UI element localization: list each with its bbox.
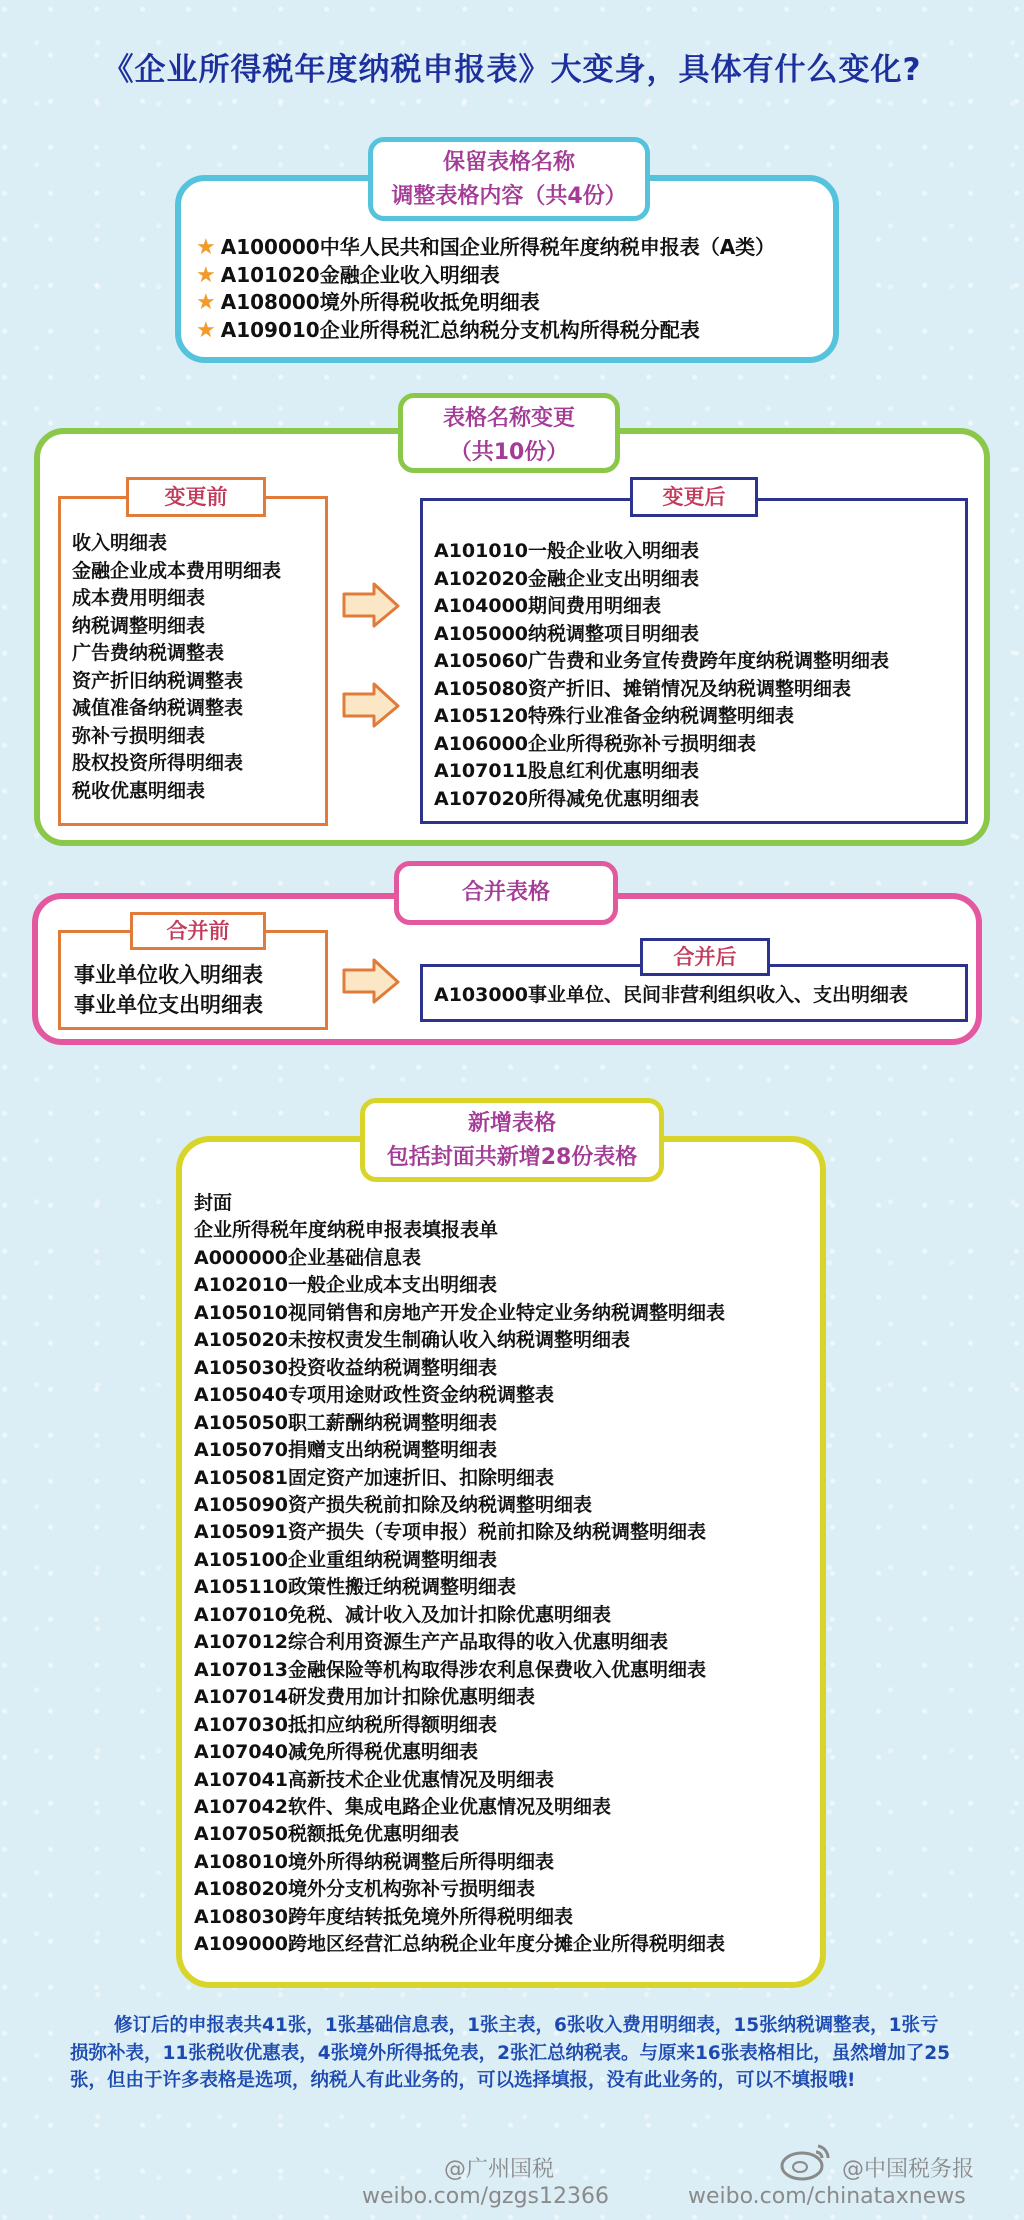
list-item: A108020境外分支机构弥补亏损明细表 (194, 1878, 536, 1901)
list-item: A107020所得减免优惠明细表 (434, 787, 700, 810)
list-item: A105090资产损失税前扣除及纳税调整明细表 (194, 1493, 593, 1516)
list-item: 事业单位支出明细表 (74, 993, 263, 1017)
renamed-after-label: 变更后 (630, 477, 758, 517)
list-item: 封面 (194, 1192, 233, 1214)
list-item: ★ A101020金融企业收入明细表 (196, 262, 500, 288)
new-list (194, 1190, 725, 1959)
new-tag (360, 1098, 664, 1182)
list-item: A105070捐赠支出纳税调整明细表 (194, 1439, 498, 1462)
list-item: 弥补亏损明细表 (72, 724, 206, 747)
list-item: A107040减免所得税优惠明细表 (194, 1741, 479, 1764)
merged-after-item: A103000事业单位、民间非营利组织收入、支出明细表 (434, 984, 909, 1006)
star-icon: ★ (196, 317, 216, 343)
merged-before-list (74, 960, 263, 1020)
list-item: A105000纳税调整项目明细表 (434, 622, 700, 645)
new-tag-line1: 新增表格 (467, 1111, 556, 1136)
star-icon: ★ (196, 235, 216, 260)
list-item: 企业所得税年度纳税申报表填报表单 (194, 1219, 499, 1242)
renamed-tag (398, 393, 620, 473)
renamed-tag-line1: 表格名称变更 (442, 406, 575, 431)
list-item: A105010视同销售和房地产开发企业特定业务纳税调整明细表 (194, 1301, 726, 1324)
list-item: 金融企业成本费用明细表 (72, 559, 282, 582)
list-item: A105060广告费和业务宣传费跨年度纳税调整明细表 (434, 650, 890, 672)
list-item: A105020未按权责发生制确认收入纳税调整明细表 (194, 1329, 631, 1352)
star-icon: ★ (196, 290, 216, 315)
list-item: A107050税额抵免优惠明细表 (194, 1823, 460, 1846)
list-item: A105030投资收益纳税调整明细表 (194, 1356, 498, 1379)
renamed-after-list (434, 538, 889, 813)
list-item: A105040专项用途财政性资金纳税调整表 (194, 1384, 555, 1407)
star-icon: ★ (196, 262, 216, 288)
list-item: 纳税调整明细表 (72, 614, 206, 637)
list-item: A107010免税、减计收入及加计扣除优惠明细表 (194, 1603, 612, 1626)
list-item: A107013金融保险等机构取得涉农利息保费收入优惠明细表 (194, 1658, 707, 1681)
list-item: A107042软件、集成电路企业优惠情况及明细表 (194, 1795, 612, 1818)
renamed-before-label: 变更前 (126, 477, 266, 517)
list-item: A106000企业所得税弥补亏损明细表 (434, 732, 757, 755)
list-item: ★ A109010企业所得税汇总纳税分支机构所得税分配表 (196, 317, 700, 343)
list-item: A102020金融企业支出明细表 (434, 567, 700, 590)
merged-tag: 合并表格 (394, 861, 618, 925)
merged-before-label: 合并前 (130, 912, 266, 950)
list-item: A109000跨地区经营汇总纳税企业年度分摊企业所得税明细表 (194, 1933, 726, 1956)
list-item: A101010一般企业收入明细表 (434, 540, 700, 562)
list-item: A107030抵扣应纳税所得额明细表 (194, 1713, 498, 1736)
list-item: 资产折旧纳税调整表 (72, 669, 244, 692)
list-item: A107014研发费用加计扣除优惠明细表 (194, 1686, 536, 1709)
list-item: A104000期间费用明细表 (434, 595, 662, 617)
renamed-tag-line2: （共10份） (449, 440, 569, 465)
watermark-right-url: weibo.com/chinataxnews (688, 2184, 966, 2209)
list-item: A107012综合利用资源生产产品取得的收入优惠明细表 (194, 1631, 669, 1654)
arrow-right-icon (340, 680, 402, 730)
list-item: A107041高新技术企业优惠情况及明细表 (194, 1768, 555, 1791)
arrow-right-icon (340, 580, 402, 630)
retained-list (196, 234, 775, 344)
list-item: 事业单位收入明细表 (74, 963, 263, 987)
list-item: A105080资产折旧、摊销情况及纳税调整明细表 (434, 677, 852, 700)
merged-after-label: 合并后 (640, 938, 770, 976)
list-item: A108030跨年度结转抵免境外所得税明细表 (194, 1905, 574, 1928)
list-item: 税收优惠明细表 (72, 779, 206, 802)
page-title: 《企业所得税年度纳税申报表》大变身，具体有什么变化? (102, 52, 922, 88)
list-item: A105050职工薪酬纳税调整明细表 (194, 1411, 498, 1434)
list-item: ★ A100000中华人民共和国企业所得税年度纳税申报表（A类） (196, 235, 776, 260)
list-item: A105081固定资产加速折旧、扣除明细表 (194, 1466, 555, 1489)
list-item: 减值准备纳税调整表 (72, 697, 244, 719)
arrow-right-icon (340, 956, 402, 1006)
list-item: ★ A108000境外所得税收抵免明细表 (196, 290, 540, 315)
retained-tag-line2: 调整表格内容（共4份） (391, 184, 627, 209)
list-item: 广告费纳税调整表 (72, 642, 225, 664)
watermark-left-name: @广州国税 (444, 2157, 555, 2182)
list-item: A105091资产损失（专项申报）税前扣除及纳税调整明细表 (194, 1521, 707, 1544)
list-item: A102010一般企业成本支出明细表 (194, 1274, 498, 1297)
new-tag-line2: 包括封面共新增28份表格 (386, 1145, 638, 1170)
renamed-before-list (72, 530, 281, 805)
list-item: A108010境外所得纳税调整后所得明细表 (194, 1850, 555, 1873)
list-item: 成本费用明细表 (72, 587, 206, 609)
summary-note: 修订后的申报表共41张，1张基础信息表，1张主表，6张收入费用明细表，15张纳税调整表，1张亏损弥补表，11张税收优惠表，4张境外所得抵免表，2张汇总纳税表。与原来16张表格相比，虽然增加了25张，但由于许多表格是选项，纳税人有此业务的，可以选择填报，没有此业务的，可以不填报哦! (70, 2015, 950, 2091)
list-item: A105110政策性搬迁纳税调整明细表 (194, 1576, 517, 1599)
list-item: A105100企业重组纳税调整明细表 (194, 1548, 498, 1571)
list-item: 收入明细表 (72, 532, 168, 554)
list-item: A105120特殊行业准备金纳税调整明细表 (434, 705, 795, 727)
watermark-left-url: weibo.com/gzgs12366 (362, 2184, 609, 2209)
retained-tag (368, 137, 650, 221)
weibo-logo-icon (778, 2140, 834, 2182)
list-item: A000000企业基础信息表 (194, 1246, 422, 1269)
list-item: 股权投资所得明细表 (72, 752, 244, 774)
list-item: A107011股息红利优惠明细表 (434, 760, 700, 782)
watermark-right-name: @中国税务报 (842, 2157, 975, 2182)
retained-tag-line1: 保留表格名称 (442, 150, 575, 175)
